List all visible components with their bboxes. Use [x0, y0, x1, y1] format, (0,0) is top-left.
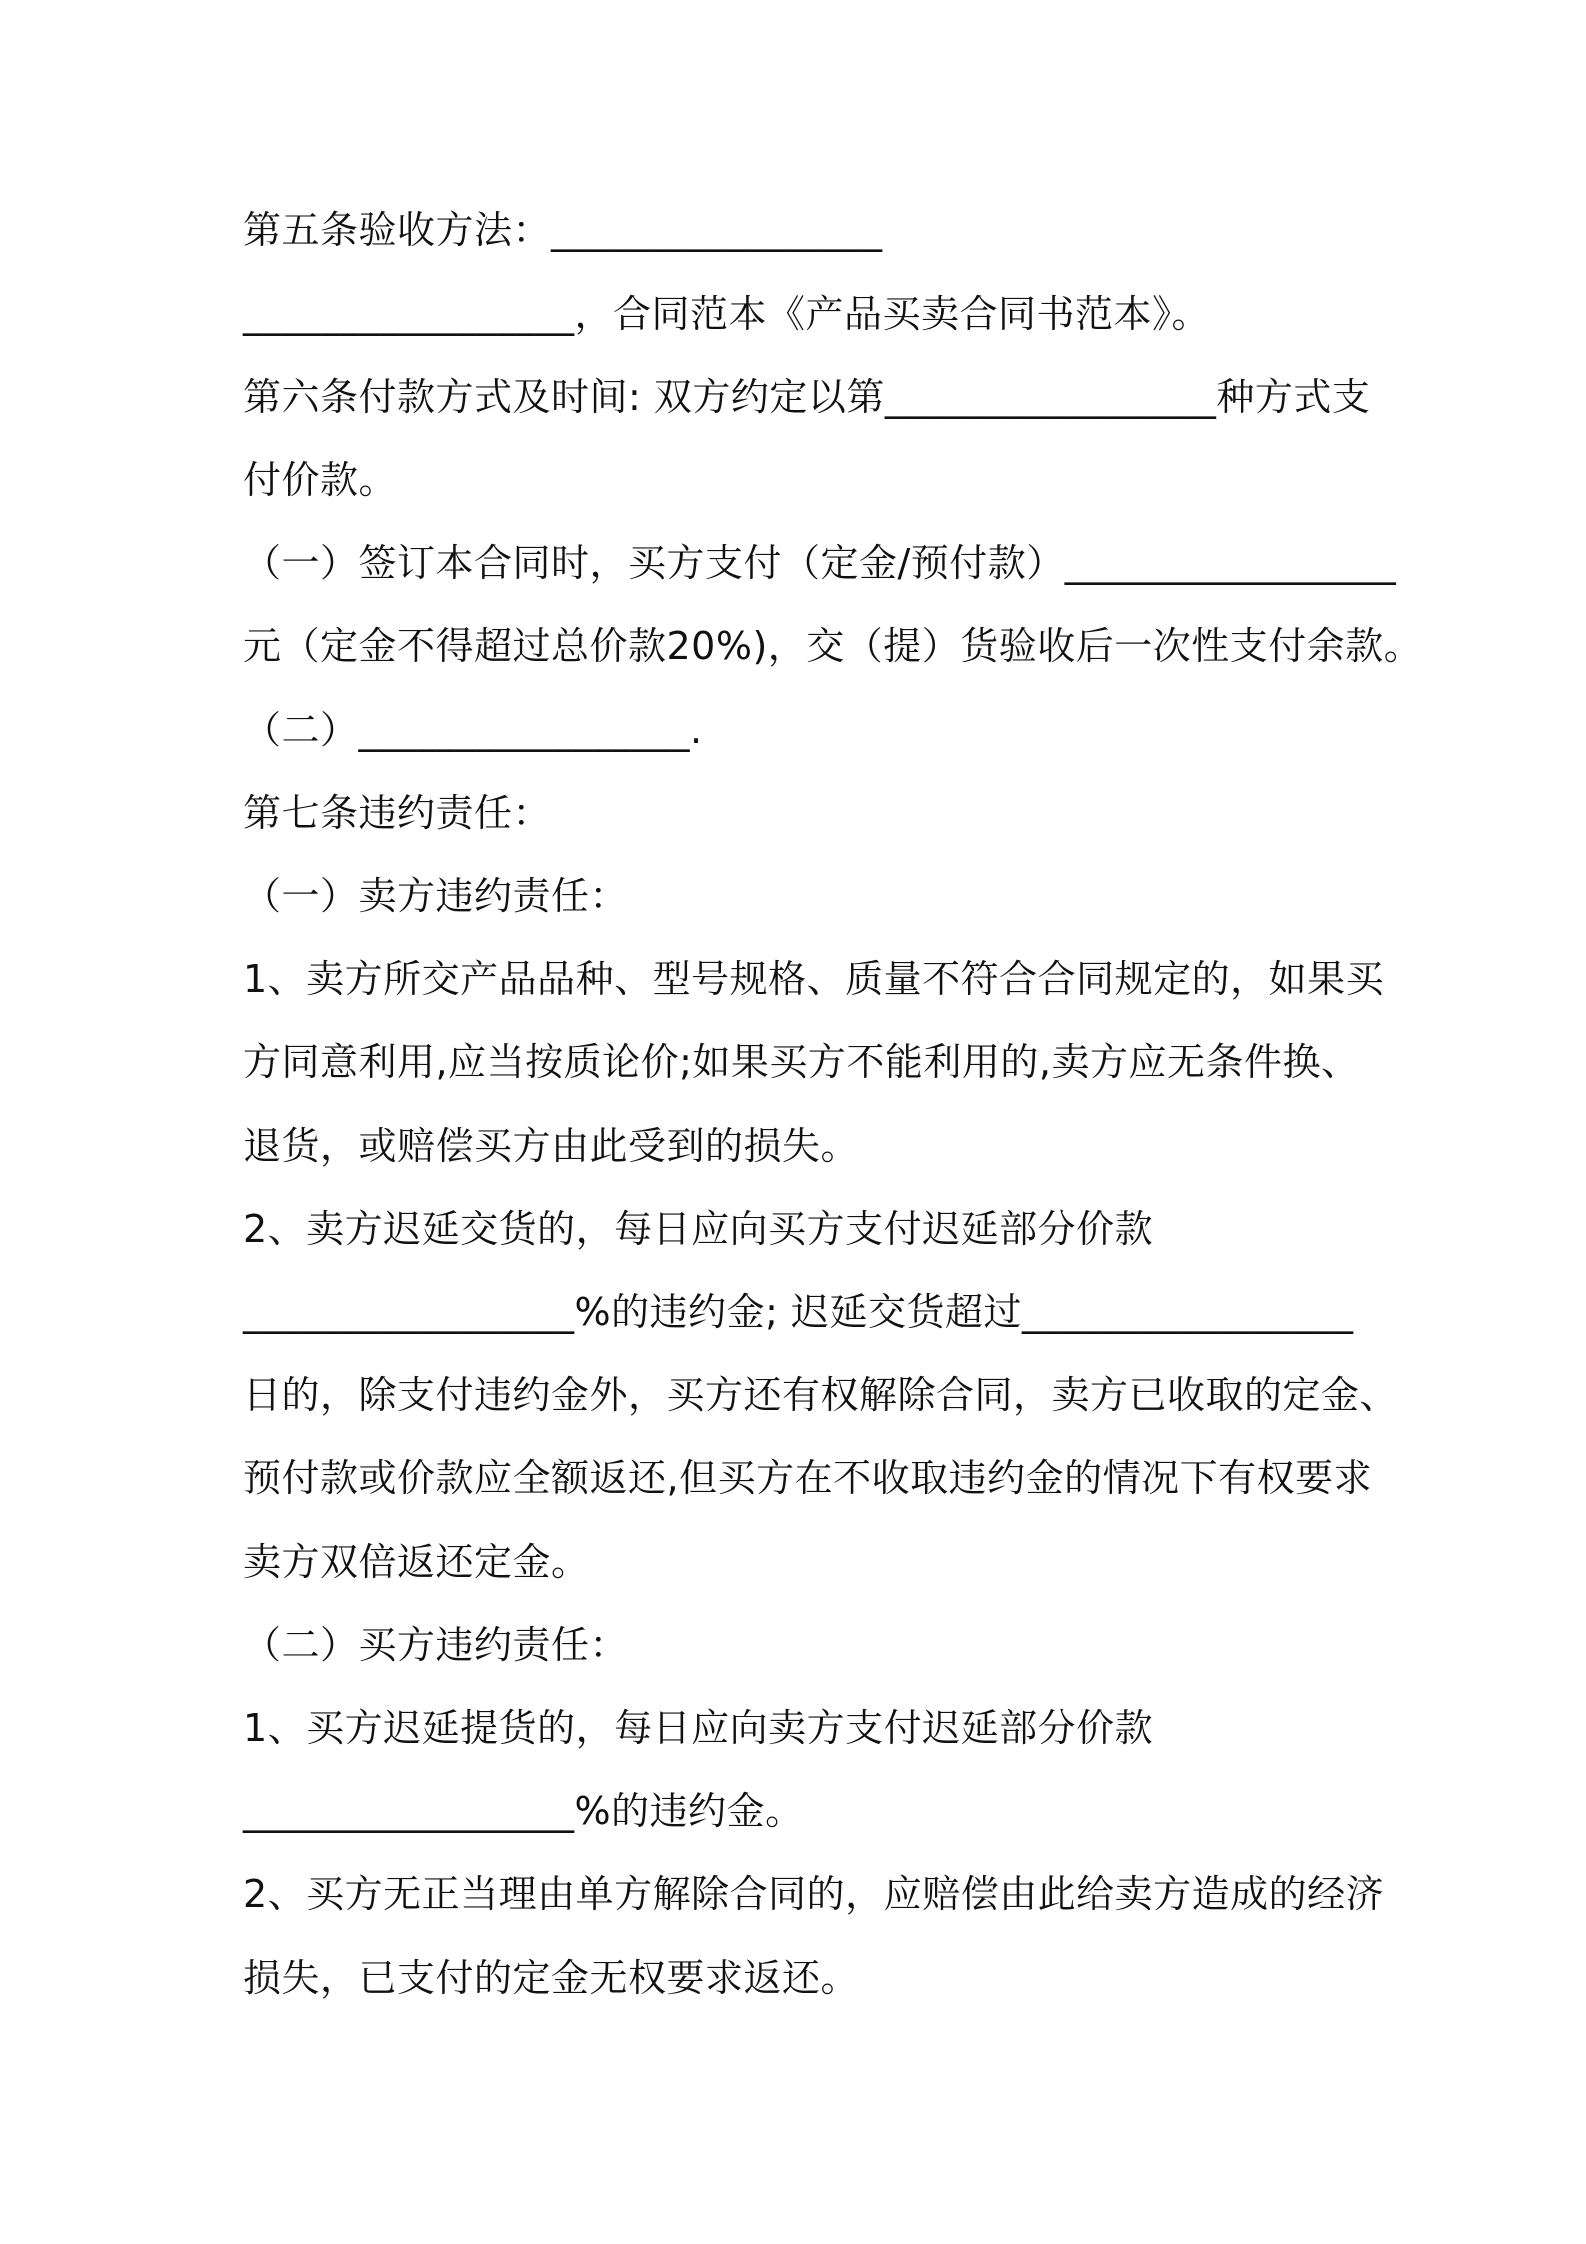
seller-clause-2-cont-3: 预付款或价款应全额返还,但买方在不收取违约金的情况下有权要求 — [243, 1456, 1373, 1500]
seller-liability-heading: （一）卖方违约责任： — [243, 874, 629, 918]
seller-clause-1-cont-2: 退货，或赔偿买方由此受到的损失。 — [243, 1124, 860, 1168]
buyer-liability-heading: （二）买方违约责任： — [243, 1623, 629, 1667]
seller-clause-2-cont: _________________%的违约金; 迟延交货超过_________________ — [243, 1290, 1354, 1334]
buyer-clause-1-cont: _________________%的违约金。 — [243, 1789, 804, 1833]
article-5-heading: 第五条验收方法：_________________ — [243, 208, 883, 252]
seller-clause-2: 2、卖方迟延交货的，每日应向买方支付迟延部分价款 — [243, 1207, 1154, 1251]
article-6-continuation: 付价款。 — [243, 458, 398, 502]
seller-clause-1-cont: 方同意利用,应当按质论价;如果买方不能利用的,卖方应无条件换、 — [243, 1040, 1360, 1084]
seller-clause-2-cont-4: 卖方双倍返还定金。 — [243, 1540, 590, 1584]
article-6-item-1: （一）签订本合同时，买方支付（定金/预付款）_________________ — [243, 541, 1397, 585]
seller-clause-2-cont-2: 日的，除支付违约金外，买方还有权解除合同，卖方已收取的定金、 — [243, 1373, 1399, 1417]
article-6-item-1-cont: 元（定金不得超过总价款20%)，交（提）货验收后一次性支付余款。 — [243, 624, 1423, 668]
buyer-clause-2: 2、买方无正当理由单方解除合同的，应赔偿由此给卖方造成的经济 — [243, 1872, 1385, 1916]
article-6-heading: 第六条付款方式及时间: 双方约定以第_________________种方式支 — [243, 375, 1371, 419]
seller-clause-1: 1、卖方所交产品品种、型号规格、质量不符合合同规定的，如果买 — [243, 957, 1385, 1001]
buyer-clause-2-cont: 损失，已支付的定金无权要求返还。 — [243, 1956, 860, 2000]
article-5-continuation: _________________，合同范本《产品买卖合同书范本》。 — [243, 292, 1211, 336]
article-7-heading: 第七条违约责任： — [243, 791, 552, 835]
buyer-clause-1: 1、买方迟延提货的，每日应向卖方支付迟延部分价款 — [243, 1706, 1154, 1750]
article-6-item-2: （二）_________________. — [243, 708, 703, 752]
